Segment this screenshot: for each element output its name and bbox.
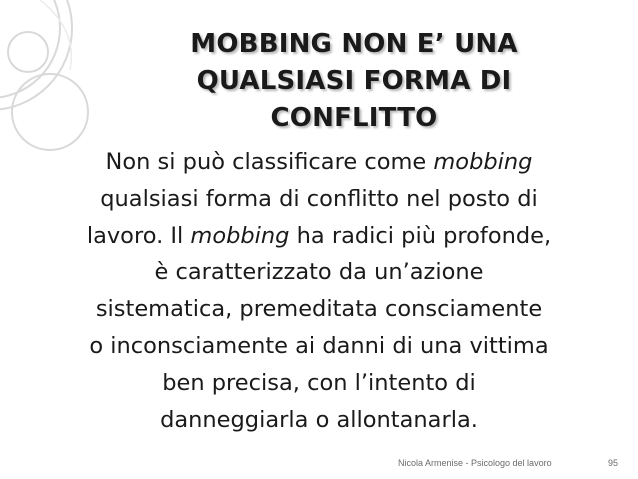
body-line-4: è caratterizzato da un’azione (154, 259, 484, 286)
title-line-3: CONFLITTO (270, 103, 438, 133)
deco-ring-small (8, 32, 48, 72)
body-line-8: danneggiarla o allontanarla. (160, 406, 478, 433)
body-line-1 (0, 144, 638, 181)
deco-ring-large (0, 0, 72, 110)
slide-title (118, 26, 590, 137)
page-number: 95 (608, 458, 619, 468)
body-line-3-emphasis: mobbing (190, 222, 290, 249)
title-line-1: MOBBING NON E’ UNA (190, 29, 518, 59)
body-line-1-emphasis: mobbing (433, 149, 533, 175)
slide-body (0, 144, 638, 438)
body-line-3-post: ha radici più profonde, (289, 222, 552, 249)
body-line-3-pre: lavoro. Il (86, 222, 191, 249)
body-line-6: o inconsciamente ai danni di una vittima (89, 332, 549, 359)
body-line-3 (0, 218, 638, 255)
body-line-2: qualsiasi forma di conflitto nel posto di (100, 185, 538, 212)
title-line-2: QUALSIASI FORMA DI (196, 66, 512, 96)
body-line-5: sistematica, premeditata consciamente (95, 296, 543, 323)
body-line-7: ben precisa, con l’intento di (162, 369, 476, 396)
body-line-1-text: Non si può classificare come (105, 149, 434, 175)
slide-footer: Nicola Armenise - Psicologo del lavoro (398, 458, 552, 468)
deco-ring-medium (12, 74, 88, 150)
